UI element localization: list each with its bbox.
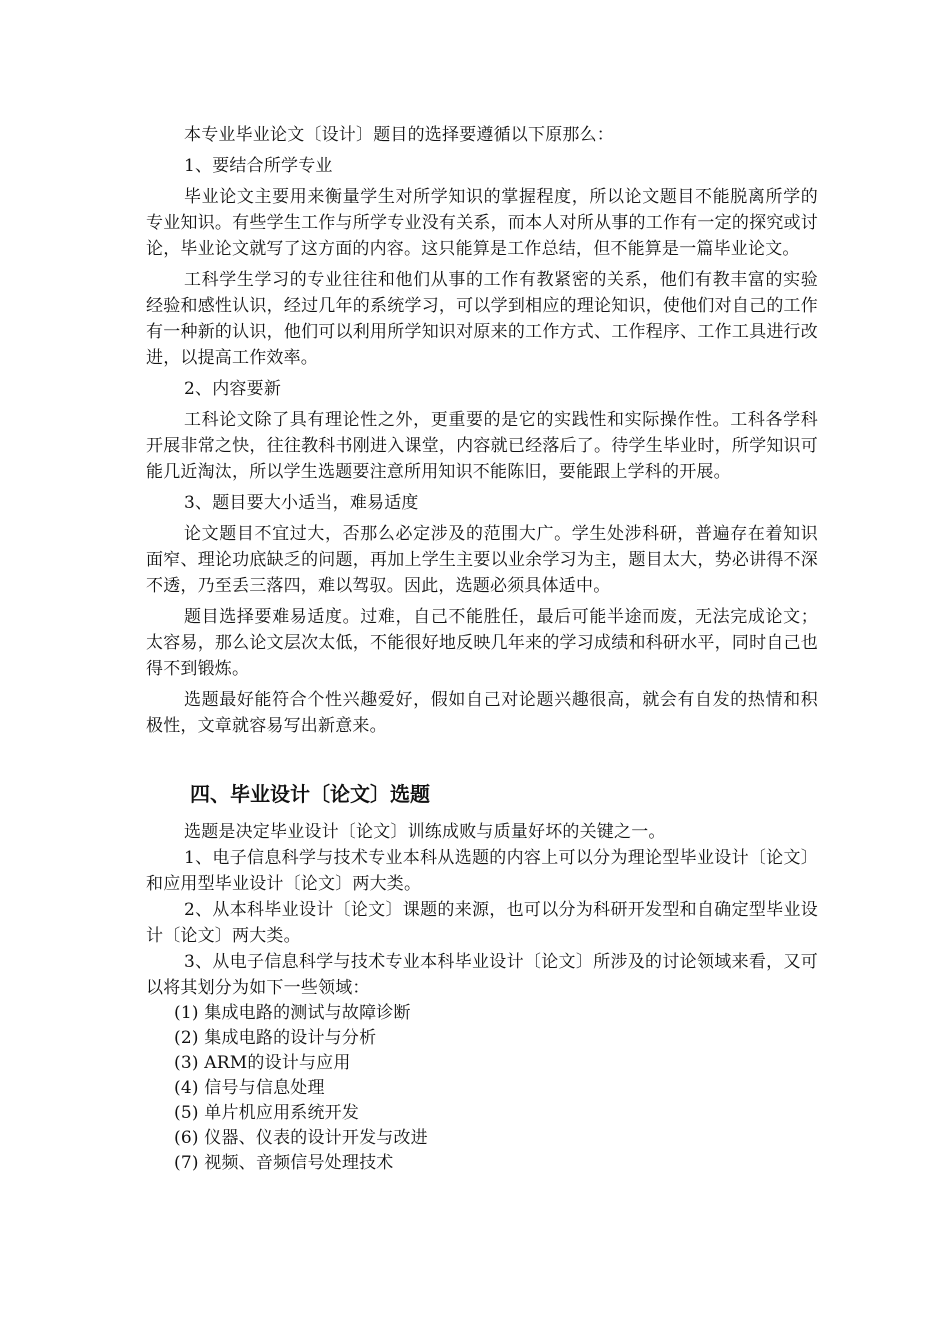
list-item: (7) 视频、音频信号处理技术	[174, 1153, 394, 1173]
principle-paragraph: 题目选择要难易适度。过难，自己不能胜任，最后可能半途而废，无法完成论文；太容易，那么论文层次太低，不能很好地反映几年来的学习成绩和科研水平，同时自己也得不到锻炼。	[146, 607, 818, 679]
list-item: (4) 信号与信息处理	[174, 1078, 325, 1098]
principle-paragraph: 论文题目不宜过大，否那么必定涉及的范围大广。学生处涉科研，普遍存在着知识面窄、理论功底缺乏的问题，再加上学生主要以业余学习为主，题目太大，势必讲得不深不透，乃至丢三落四，难以驾驭。因此，选题必须具体适中。	[146, 524, 818, 596]
principle-paragraph: 工科学生学习的专业往往和他们从事的工作有教紧密的关系，他们有教丰富的实验经验和感性认识，经过几年的系统学习，可以学到相应的理论知识，使他们对自己的工作有一种新的认识，他们可以利用所学知识对原来的工作方式、工作程序、工作工具进行改进，以提高工作效率。	[146, 270, 818, 368]
list-item: (1) 集成电路的测试与故障诊断	[174, 1003, 411, 1023]
topic-paragraph: 2、从本科毕业设计〔论文〕课题的来源，也可以分为科研开发型和自确定型毕业设计〔论文〕两大类。	[146, 900, 818, 946]
topic-paragraph: 3、从电子信息科学与技术专业本科毕业设计〔论文〕所涉及的讨论领域来看，又可以将其划分为如下一些领域：	[146, 952, 818, 998]
section-title: 四、毕业设计〔论文〕选题	[190, 782, 430, 806]
principle-paragraph: 工科论文除了具有理论性之外，更重要的是它的实践性和实际操作性。工科各学科开展非常之快，往往教科书刚进入课堂，内容就已经落后了。待学生毕业时，所学知识可能几近淘汰，所以学生选题要注意所用知识不能陈旧，要能跟上学科的开展。	[146, 410, 818, 482]
principle-heading-1: 1、要结合所学专业	[184, 156, 333, 176]
list-item: (2) 集成电路的设计与分析	[174, 1028, 377, 1048]
principles-intro: 本专业毕业论文〔设计〕题目的选择要遵循以下原那么：	[184, 125, 614, 145]
list-item: (6) 仪器、仪表的设计开发与改进	[174, 1128, 428, 1148]
topic-paragraph: 选题是决定毕业设计〔论文〕训练成败与质量好坏的关键之一。	[184, 822, 666, 842]
principle-paragraph: 选题最好能符合个性兴趣爱好，假如自己对论题兴趣很高，就会有自发的热情和积极性，文章就容易写出新意来。	[146, 690, 818, 736]
research-area-list	[146, 1001, 818, 1176]
topic-paragraph: 1、电子信息科学与技术专业本科从选题的内容上可以分为理论型毕业设计〔论文〕和应用型毕业设计〔论文〕两大类。	[146, 848, 818, 894]
principle-paragraph: 毕业论文主要用来衡量学生对所学知识的掌握程度，所以论文题目不能脱离所学的专业知识。有些学生工作与所学专业没有关系，而本人对所从事的工作有一定的探究或讨论，毕业论文就写了这方面的内容。这只能算是工作总结，但不能算是一篇毕业论文。	[146, 187, 818, 259]
document-page	[146, 122, 818, 1176]
principle-heading-3: 3、题目要大小适当，难易适度	[184, 493, 419, 513]
list-item: (5) 单片机应用系统开发	[174, 1103, 360, 1123]
principle-heading-2: 2、内容要新	[184, 379, 282, 399]
list-item: (3) ARM的设计与应用	[174, 1053, 351, 1073]
